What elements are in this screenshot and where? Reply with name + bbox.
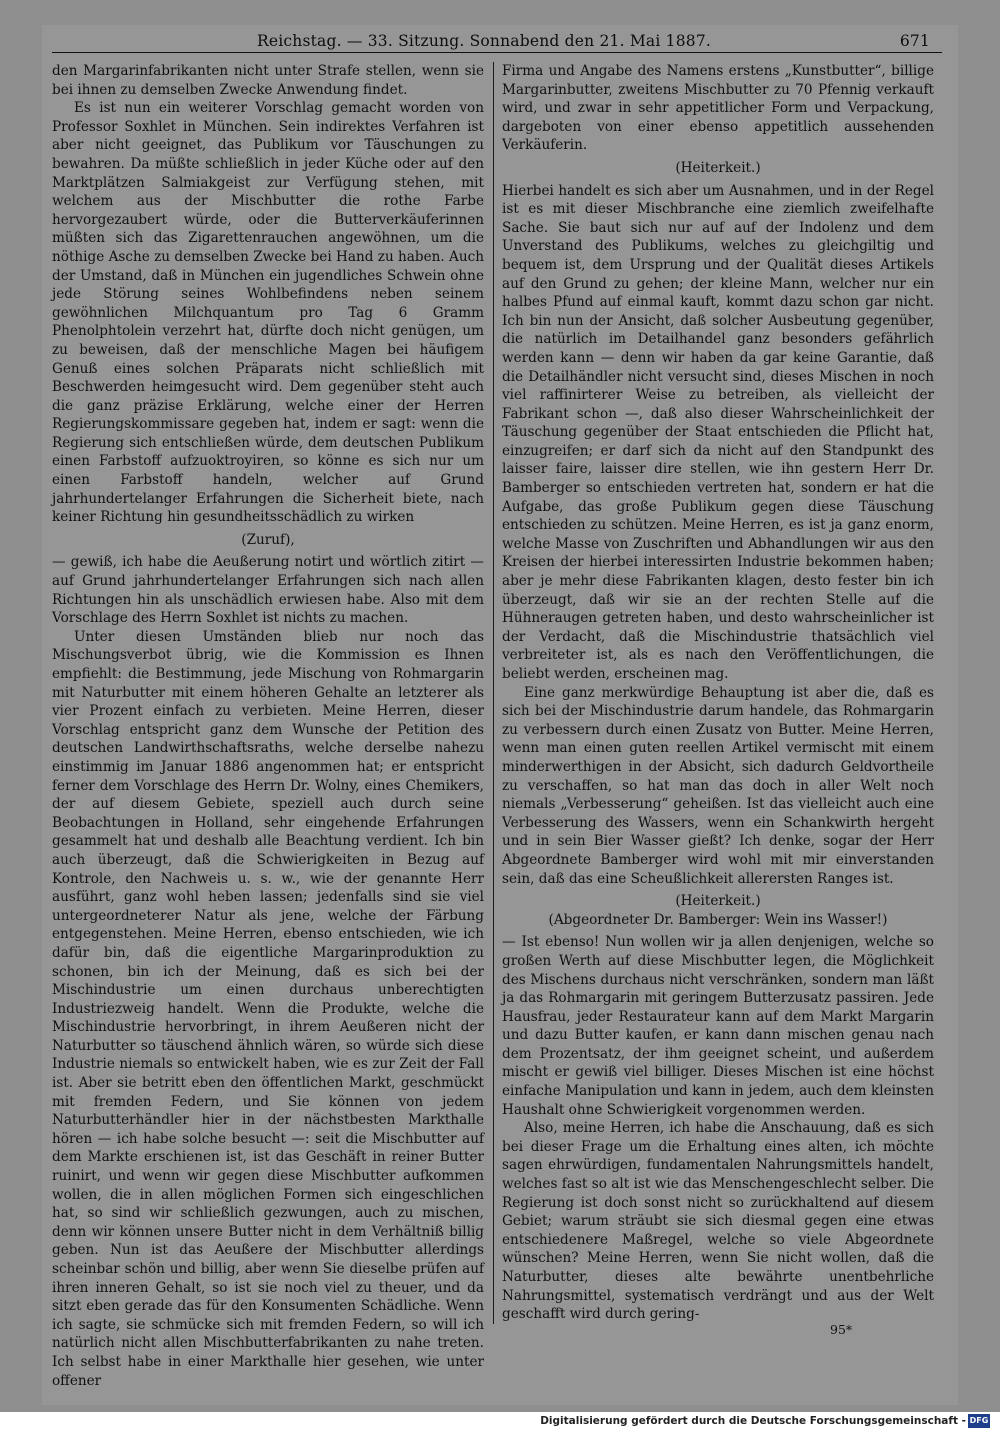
interjection: (Abgeordneter Dr. Bamberger: Wein ins Wasser!) bbox=[548, 911, 888, 928]
right-column bbox=[502, 62, 934, 1324]
paragraph: Es ist nun ein weiterer Vorschlag gemacht worden von Professor Soxhlet in München. Sein indirektes Verfahren ist aber nicht geeignet, das Publikum vor Täuschungen zu bewahren. Da müßte schließlich in jeder Küche oder auf den Marktplätzen Salmiakgeist zur Verfügung stehen, mit welchem aus der Mischbutter die rothe Farbe hervorgezaubert würde, oder die Butterverkäuferinnen müßten sich das Zigarettenrauchen angewöhnen, um die nöthige Asche zu demselben Zwecke bei Hand zu haben. Auch der Umstand, daß in München ein jugendliches Schwein ohne jede Störung seines Wohlbefindens neben seinem gewöhnlichen Milchquantum pro Tag 6 Gramm Phenolphtolein verzehrt hat, dürfte doch nicht genügen, um zu beweisen, daß der menschliche Magen bei häufigem Genuß eines solchen Präparats nicht schließlich mit Beschwerden heimgesucht wird. Dem gegenüber steht auch die ganz präzise Erklärung, welche einer der Herren Regierungskommissare gegeben hat, indem er sagt: wenn die Regierung sich entschließen würde, dem deutschen Publikum einen Farbstoff aufzuoktroyiren, so könne es sich nur um einen Farbstoff handeln, welcher auf Grund jahrhundertelanger Erfahrungen die Sicherheit biete, nach keiner Richtung hin gesundheitsschädlich zu wirken bbox=[52, 100, 484, 526]
paragraph: Also, meine Herren, ich habe die Anschauung, daß es sich bei dieser Frage um die Erhaltung eines alten, ich möchte sagen ehrwürdigen, fundamentalen Nahrungsmittels handelt, welches fast so alt ist wie das Menschengeschlecht selber. Die Regierung ist doch sonst nicht so zurückhaltend auf diesem Gebiet; warum sträubt sie sich diesmal gegen eine etwas entschiedenere Maßregel, welche so viele Abgeordnete wünschen? Meine Herren, wenn Sie nicht wollen, daß die Naturbutter, dieses alte bewährte unentbehrliche Nahrungsmittel, systematisch verdrängt und aus der Welt geschafft wird durch gering- bbox=[502, 1120, 934, 1323]
paragraph: — Ist ebenso! Nun wollen wir ja allen denjenigen, welche so großen Werth auf diese Mischbutter legen, die Möglichkeit des Mischens durchaus nicht verschränken, sondern man läßt ja das Rohmargarin mit geringem Butterzusatz passiren. Jede Hausfrau, jeder Restaurateur kann auf dem Markt Margarin und dazu Butter kaufen, er kann dann mischen genau nach dem Prozentsatz, der ihm geeignet scheint, und außerdem mischt er gewiß viel billiger. Dieses Mischen ist eine höchst einfache Manipulation und kann in jedem, auch dem kleinsten Haushalt ohne Schwierigkeit vorgenommen werden. bbox=[502, 934, 934, 1118]
paragraph: den Margarinfabrikanten nicht unter Strafe stellen, wenn sie bei ihnen zu demselben Zwecke Anwendung findet. bbox=[52, 63, 484, 98]
interjection: (Zuruf), bbox=[241, 531, 295, 548]
column-divider bbox=[493, 62, 494, 1324]
sheet-number: 95* bbox=[830, 1322, 853, 1337]
page-number: 671 bbox=[899, 32, 930, 50]
paragraph: Eine ganz merkwürdige Behauptung ist aber die, daß es sich bei der Mischindustrie darum handele, das Rohmargarin zu verbessern durch einen Zusatz von Butter. Meine Herren, wenn man einen guten reellen Artikel vermischt mit einem minderwerthigen in der Absicht, sich dadurch Geldvortheile zu verschaffen, so hat man das doch in aller Welt noch niemals „Verbesserung“ geheißen. Ist das vielleicht auch eine Verbesserung des Wassers, wenn ein Schankwirth hergeht und in sein Bier Wasser gießt? Ich denke, sogar der Herr Abgeordnete Bamberger wird wohl mit mir einverstanden sein, daß das eine Scheußlichkeit allerersten Ranges ist. bbox=[502, 684, 934, 887]
interjection: (Heiterkeit.) bbox=[675, 893, 761, 910]
left-column bbox=[52, 62, 484, 1390]
header-title: Reichstag. — 33. Sitzung. Sonnabend den 21. Mai 1887. bbox=[257, 32, 712, 50]
paragraph: Unter diesen Umständen blieb nur noch das Mischungsverbot übrig, wie die Kommission es Ihnen empfiehlt: die Bestimmung, jede Mischung von Rohmargarin mit Naturbutter mit einem höheren Gehalte an letzterer als vier Prozent einfach zu verbieten. Meine Herren, dieser Vorschlag entspricht ganz dem Wunsche der Petition des deutschen Landwirthschaftsraths, welche derselbe nahezu einstimmig im Januar 1886 angenommen hat; er entspricht ferner dem Vorschlage des Herrn Dr. Wolny, eines Chemikers, der auf diesem Gebiete, speziell auch durch seine Beobachtungen in Holland, sehr eingehende Erfahrungen gesammelt hat und deshalb alle Beachtung verdient. Ich bin auch überzeugt, daß die Schwierigkeiten in Bezug auf Kontrole, den Nachweis u. s. w., wie der genannte Herr ausführt, ganz wohl heben lassen; jedenfalls sind sie viel untergeordneterer Natur als jene, welche der Färbung entgegenstehen. Meine Herren, ebenso entschieden, wie ich dafür bin, daß die eigentliche Margarinproduktion zu schonen, bin ich der Meinung, daß es sich bei der Mischindustrie um einen durchaus unberechtigten Industriezweig handelt. Wenn die Produkte, welche die Mischindustrie hervorbringt, in ihrem Aeußeren nicht der Naturbutter so täuschend ähnlich wären, so würde sich diese Industrie niemals so entwickelt haben, wie es zur Zeit der Fall ist. Aber sie betritt eben den öffentlichen Markt, geschmückt mit fremden Federn, und Sie können von jedem Naturbutterhändler hier in der nächstbesten Markthalle hören — ich habe solche besucht —: seit die Mischbutter auf dem Markte erschienen ist, ist das Geschäft in reiner Butter ruinirt, und wenn wir gegen diese Mischbutter aufkommen wollen, die in allen möglichen Formen sich eingeschlichen hat, so sind wir schließlich gezwungen, auch zu mischen, denn wir können unsere Butter nicht in dem Verhältniß billig geben. Nun ist das Aeußere der Mischbutter allerdings scheinbar schön und billig, aber wenn Sie dieselbe prüfen auf ihren inneren Gehalt, so ist sie noch viel zu theuer, und da sitzt eben gerade das für den Konsumenten Schädliche. Wenn ich sagte, sie schmücke sich mit fremden Federn, so will ich natürlich nicht allen Mischbutterfabrikanten zu nahe treten. Ich selbst habe in einer Markthalle hier gesehen, wie unter offener bbox=[52, 628, 484, 1389]
interjection: (Heiterkeit.) bbox=[675, 159, 761, 176]
paragraph: — gewiß, ich habe die Aeußerung notirt und wörtlich zitirt — auf Grund jahrhundertelanger Erfahrungen sich nach allen Richtungen hin als unschädlich erwiesen habe. Also mit dem Vorschlage des Herrn Soxhlet ist nichts zu machen. bbox=[52, 554, 484, 627]
paragraph: Hierbei handelt es sich aber um Ausnahmen, und in der Regel ist es mit dieser Mischbranche eine ziemlich zweifelhafte Sache. Sie baut sich nur auf auf der Indolenz und dem Unverstand des Publikums, welches zu gleichgiltig und bequem ist, dem Ursprung und der Qualität dieses Artikels auf den Grund zu gehen; der kleine Mann, welcher nur ein halbes Pfund auf einmal kauft, kommt dazu schon gar nicht. Ich bin nun der Ansicht, daß solcher Ausbeutung gegenüber, die natürlich im Detailhandel ganz besonders gefährlich werden kann — denn wir haben da gar keine Garantie, daß die Detailhändler nicht versucht sind, dieses Mischen in noch viel raffinirterer Weise zu betreiben, als vielleicht der Fabrikant schon —, daß also dieser Wahrscheinlichkeit der Täuschung gegenüber der Staat entschieden die Pflicht hat, einzugreifen; er darf sich da nicht auf den Standpunkt des laisser faire, laisser dire stellen, wie ihn gestern Herr Dr. Bamberger so entschieden vertreten hat, sondern er hat die Aufgabe, das große Publikum gegen diese Täuschung entschieden zu schützen. Meine Herren, es ist ja ganz enorm, welche Masse von Zuschriften und Abhandlungen wir aus den Kreisen der hierbei interessirten Industrie bekommen haben; aber je mehr diese Fabrikanten klagen, desto fester bin ich überzeugt, daß wir sie an der rechten Stelle auf die Hühneraugen getreten haben, und desto wahrscheinlicher ist der Verdacht, daß die Mischindustrie thatsächlich viel verbreiteter ist, als es nach den Veröffentlichungen, die beliebt werden, erscheinen mag. bbox=[502, 182, 934, 682]
footer-credit: Digitalisierung gefördert durch die Deutsche Forschungsgemeinschaft - bbox=[540, 1415, 966, 1427]
dfg-logo-icon[interactable]: DFG bbox=[968, 1414, 990, 1428]
page-header bbox=[52, 30, 942, 53]
footer-bar bbox=[0, 1412, 1000, 1432]
paragraph: Firma und Angabe des Namens erstens „Kunstbutter“, billige Margarinbutter, zweitens Mischbutter zu 70 Pfennig verkauft wird, und zwar in sehr appetitlicher Form und Verpackung, dargeboten von einer ebenso appetitlich aussehenden Verkäuferin. bbox=[502, 63, 934, 154]
